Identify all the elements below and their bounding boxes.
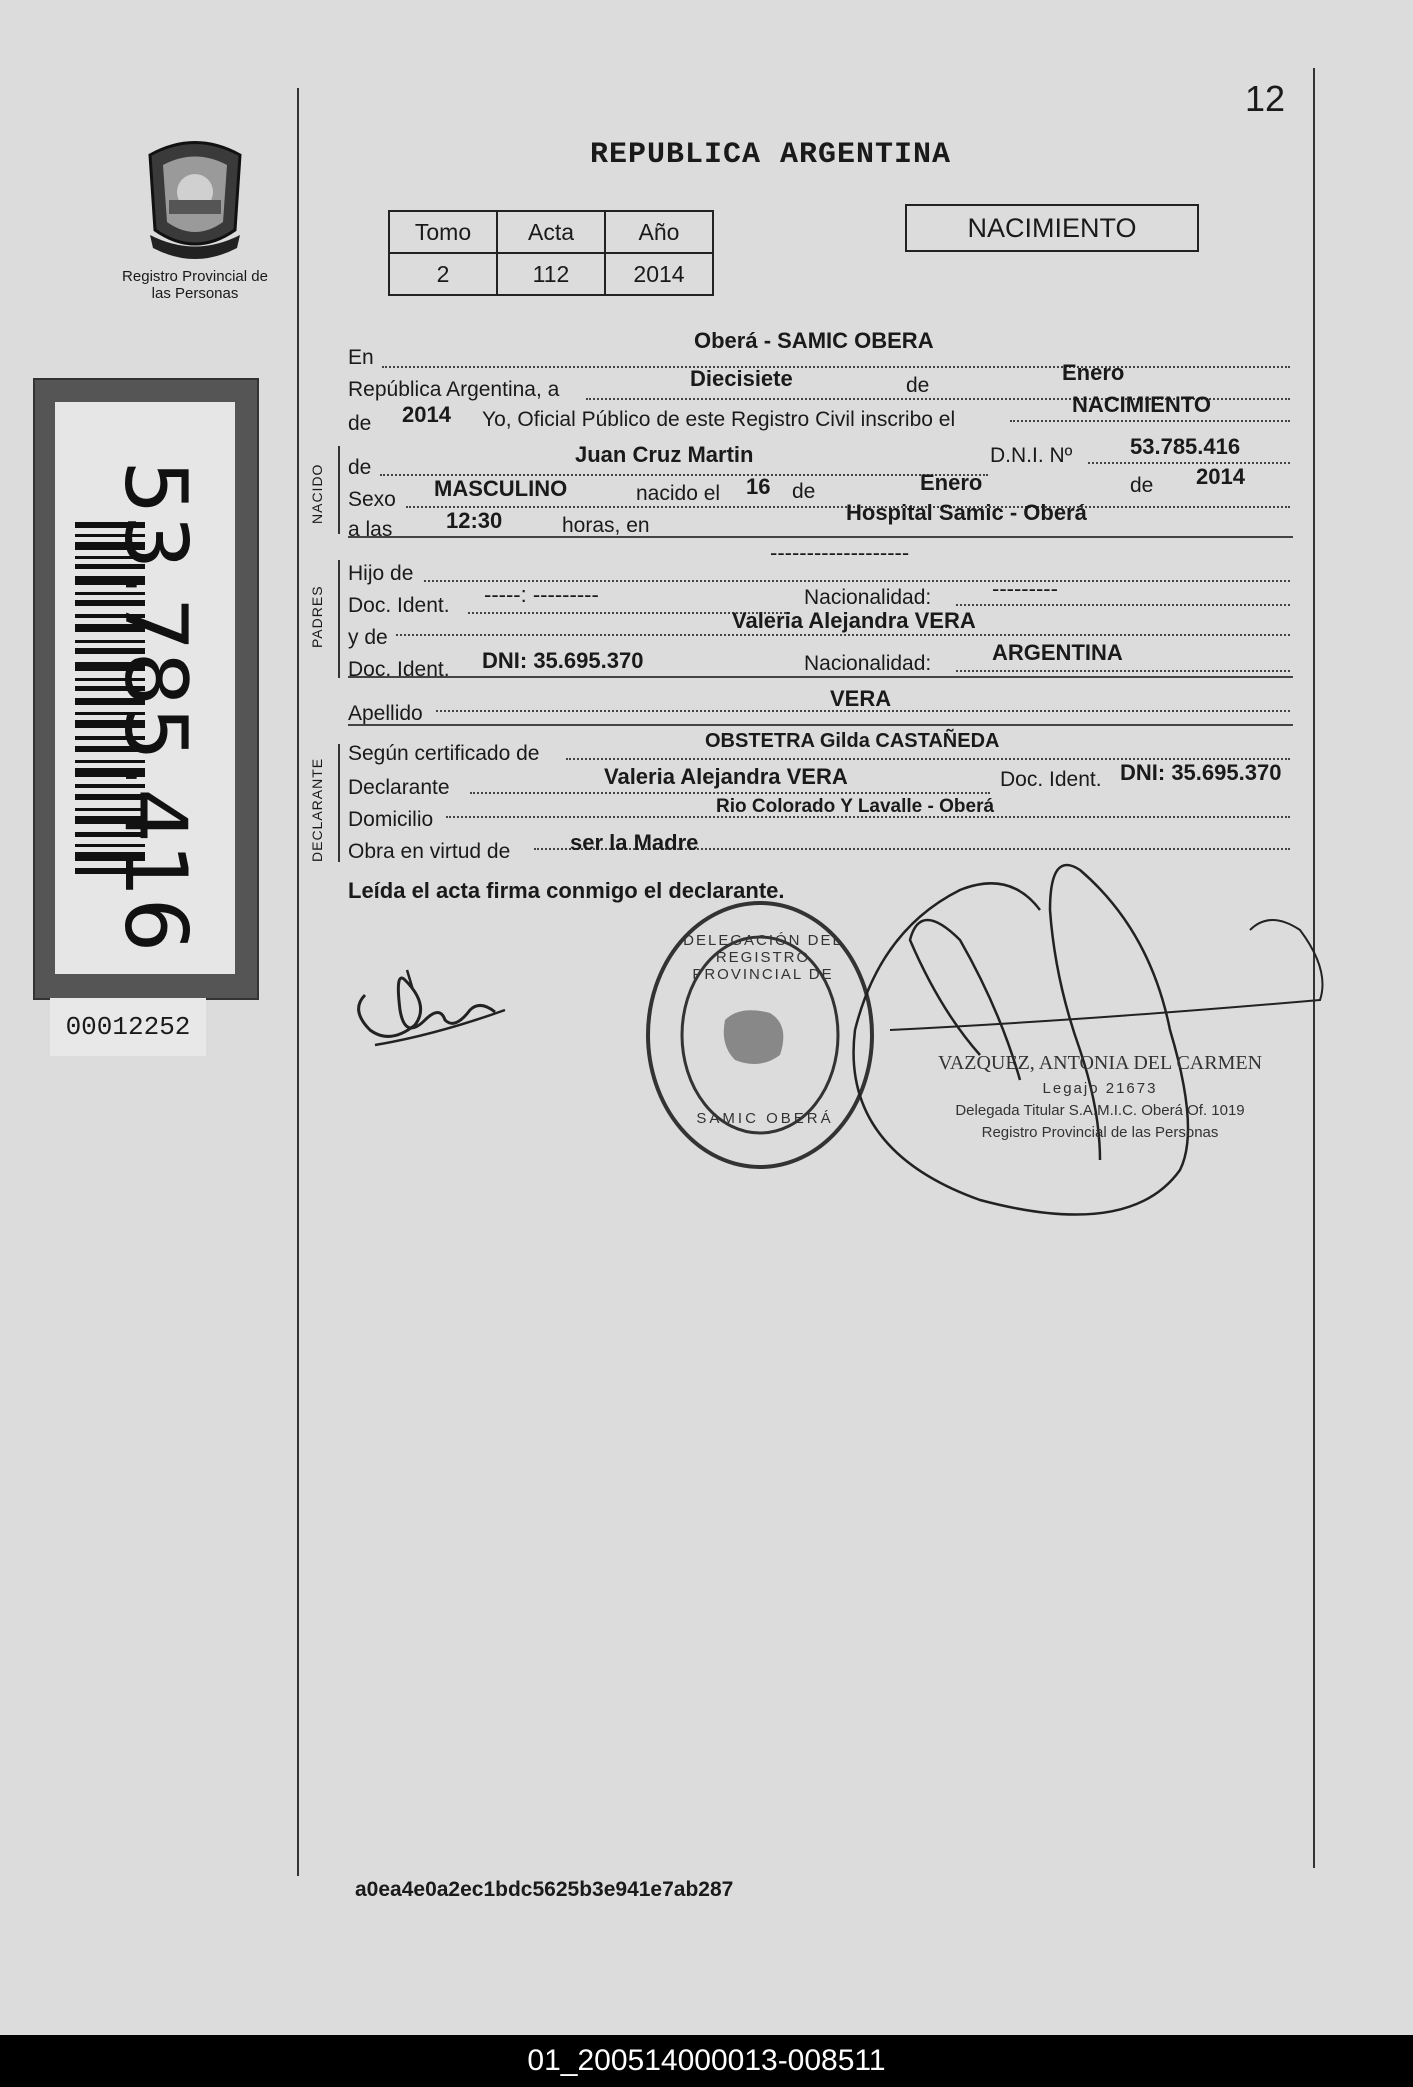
oficial-text: Yo, Oficial Público de este Registro Civil inscribo el: [482, 408, 956, 431]
official-legajo: Legajo 21673: [1042, 1080, 1158, 1097]
horas-en-label: horas, en: [562, 514, 650, 537]
apellido-label: Apellido: [348, 702, 423, 725]
dotted-line: [1088, 462, 1290, 464]
hora-value: 12:30: [446, 508, 503, 533]
year-value: 2014: [402, 402, 451, 427]
birth-year-value: 2014: [1196, 464, 1245, 489]
domicilio-value: Rio Colorado Y Lavalle - Oberá: [716, 796, 995, 817]
section-divider: [348, 536, 1293, 538]
official-registro: Registro Provincial de las Personas: [981, 1124, 1219, 1141]
birth-day-value: 16: [746, 474, 771, 499]
obra-value: ser la Madre: [570, 830, 699, 855]
de-label-3: de: [348, 456, 372, 479]
nacido-side-label: NACIDO: [309, 463, 325, 524]
dotted-line: [956, 604, 1290, 606]
padre-nac-value: ---------: [992, 576, 1058, 601]
de-label-5: de: [1130, 474, 1154, 497]
padre-value: -------------------: [770, 540, 910, 565]
birth-month-value: Enero: [920, 470, 983, 495]
de-label-2: de: [348, 412, 372, 435]
domicilio-label: Domicilio: [348, 808, 434, 831]
barcode-dni-number: 53.785.416: [105, 460, 205, 953]
dni-label: D.N.I. Nº: [990, 444, 1073, 467]
dni-value: 53.785.416: [1130, 434, 1241, 459]
declarante-doc-value: DNI: 35.695.370: [1120, 760, 1282, 785]
registry-label: Registro Provincial de las Personas: [122, 268, 268, 302]
header-tomo: Tomo: [389, 211, 497, 253]
apellido-value: VERA: [830, 686, 892, 711]
dotted-line: [382, 366, 1290, 368]
doc-ident-label-2: Doc. Ident.: [348, 658, 450, 681]
document-title: REPUBLICA ARGENTINA: [590, 138, 952, 172]
nacionalidad-label-2: Nacionalidad:: [804, 652, 932, 675]
certificate-type-box: NACIMIENTO: [905, 204, 1199, 252]
madre-doc-value: DNI: 35.695.370: [482, 648, 644, 673]
padre-doc-value: -----: ---------: [484, 582, 599, 607]
dotted-line: [396, 634, 1290, 636]
en-label: En: [348, 346, 374, 369]
official-cargo: Delegada Titular S.A.M.I.C. Oberá Of. 1019: [955, 1102, 1245, 1119]
en-value: Oberá - SAMIC OBERA: [694, 328, 934, 353]
hijo-de-label: Hijo de: [348, 562, 414, 585]
value-acta: 112: [497, 253, 605, 295]
tomo-acta-ano-table: [388, 210, 714, 296]
madre-value: Valeria Alejandra VERA: [732, 608, 976, 633]
segun-label: Según certificado de: [348, 742, 540, 765]
section-divider: [348, 676, 1293, 678]
y-de-label: y de: [348, 626, 388, 649]
obra-label: Obra en virtud de: [348, 840, 511, 863]
segun-value: OBSTETRA Gilda CASTAÑEDA: [705, 730, 1000, 752]
header-acta: Acta: [497, 211, 605, 253]
header-ano: Año: [605, 211, 713, 253]
declarante-side-label: DECLARANTE: [309, 757, 325, 862]
declarante-label: Declarante: [348, 776, 450, 799]
de-label-4: de: [792, 480, 816, 503]
seal-inner-text: SAMIC OBERÁ: [696, 1110, 834, 1127]
declarante-value: Valeria Alejandra VERA: [604, 764, 848, 789]
official-signature: [850, 850, 1340, 1240]
misiones-coat-of-arms-logo: [135, 130, 255, 260]
a-las-label: a las: [348, 518, 393, 541]
official-name: VAZQUEZ, ANTONIA DEL CARMEN: [937, 1052, 1263, 1074]
month-value: Enero: [1062, 360, 1125, 385]
padres-side-label: PADRES: [309, 585, 325, 648]
seal-ring-text: DELEGACIÓN DEL REGISTRO PROVINCIAL DE: [683, 932, 843, 983]
doc-ident-label-3: Doc. Ident.: [1000, 768, 1102, 791]
doc-ident-label-1: Doc. Ident.: [348, 594, 450, 617]
declarante-bar: [338, 744, 340, 862]
nacionalidad-label-1: Nacionalidad:: [804, 586, 932, 609]
stub-number: 00012252: [50, 998, 206, 1056]
name-value: Juan Cruz Martin: [575, 442, 754, 467]
sexo-value: MASCULINO: [434, 476, 568, 501]
nacido-el-label: nacido el: [636, 482, 721, 505]
day-value: Diecisiete: [690, 366, 793, 391]
document-hash: a0ea4e0a2ec1bdc5625b3e941e7ab287: [355, 1878, 734, 1901]
page-number: 12: [1245, 78, 1286, 119]
dotted-line: [470, 792, 990, 794]
value-tomo: 2: [389, 253, 497, 295]
padres-bar: [338, 560, 340, 678]
value-ano: 2014: [605, 253, 713, 295]
inscribo-value: NACIMIENTO: [1072, 392, 1211, 417]
lugar-value: Hospital Samic - Oberá: [846, 500, 1087, 525]
sexo-label: Sexo: [348, 488, 396, 511]
declarant-signature: [345, 950, 515, 1060]
section-divider: [348, 724, 1293, 726]
rep-label: República Argentina, a: [348, 378, 560, 401]
left-margin-line: [297, 88, 299, 1876]
de-label-1: de: [906, 374, 930, 397]
dotted-line: [1010, 420, 1290, 422]
nacido-bar: [338, 446, 340, 534]
dotted-line: [956, 670, 1290, 672]
footer-id-bar: 01_200514000013-008511: [0, 2035, 1413, 2087]
madre-nac-value: ARGENTINA: [992, 640, 1123, 665]
leida-statement: Leída el acta firma conmigo el declarante.: [348, 878, 785, 903]
